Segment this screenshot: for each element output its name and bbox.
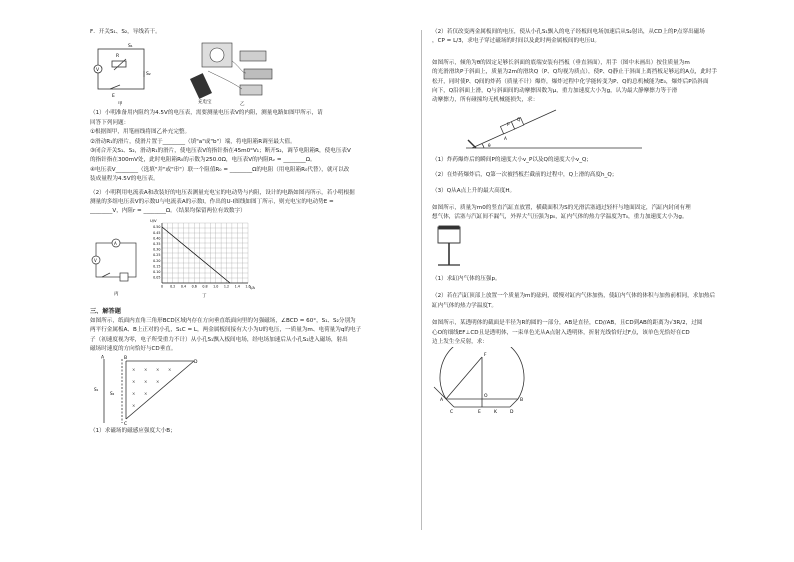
- cylinder-figure: [432, 223, 512, 275]
- fig-ding-label: 丁: [202, 293, 207, 299]
- sub-b: （2）在炸药爆炸后，Q第一次被挡板拦截前的过程中，Q上滑的高度h_Q；: [432, 172, 618, 179]
- y-tick-label: 0.40: [153, 236, 161, 241]
- subquestion-1: （1）求磁场的磁感应强度大小B；: [90, 427, 176, 434]
- y-tick-label: 0.45: [153, 230, 161, 235]
- q1-line-1: （1）小明准备用内阻约为4.5V的电压表，需要测量电压表V的内阻，测量电路如图甲所示，请: [90, 110, 323, 117]
- point-a-label: A: [504, 135, 507, 141]
- q1-line-7: ④电压表V________（选填"并"或"串"）联一个阻值R₀ = ________Ω的电阻（用电阻箱R₀代替），就可以改: [90, 166, 350, 173]
- x-tick-label: 0.8: [202, 284, 208, 289]
- point-b-label: B: [124, 355, 128, 361]
- semicircle-figure: [432, 347, 552, 417]
- svg-text:×: ×: [132, 402, 136, 408]
- column-divider: [421, 30, 422, 530]
- plate-a-label: A: [101, 355, 105, 360]
- magnetic-field-figure: [90, 355, 240, 427]
- right-column: [432, 28, 756, 417]
- sub-e-line-1: （2）若在汽缸顶部上放置一个质量为m的砝码，缓慢对缸内气体加热，使缸内气体的体积与加热前相同，求加热后: [432, 293, 716, 300]
- hole-s1-label: S₁: [94, 386, 99, 392]
- q2-line-1: （2）小明利用电流表A和改装好的电压表测量充电宝的电动势与内阻，设计的电路如图丙所示，若小明根据: [90, 189, 355, 196]
- q2-line-3: ________V，内阻r = ________Ω。（结果均保留两位有效数字）: [90, 208, 246, 215]
- voltmeter-glyph: V: [94, 257, 97, 263]
- problem-line-3: 子（初速度视为零，电子所受重力不计）从小孔S₁飘入板间电场，经电场加速后从小孔S₂进入磁场，射出: [90, 336, 348, 343]
- fig-jia-label: 甲: [118, 102, 123, 108]
- svg-text:×: ×: [156, 378, 160, 384]
- sub-a: （1）炸药爆炸后的瞬间P的速度大小v_P以及Q的速度大小v_Q；: [432, 156, 592, 163]
- sub-e-line-2: 缸内气体的热力学温度T。: [432, 302, 497, 309]
- y-tick-label: 0.05: [153, 275, 161, 280]
- slider-q-label: Q: [517, 116, 521, 122]
- p1-line-1: （2）若仅改变两金属板间的电压，使从小孔S₁飘入的电子经板间电场加速后从S₂射出，从CD上的P点穿出磁场: [432, 29, 705, 35]
- problem-line-4: 磁场时速度的方向恰好与CD垂直。: [90, 346, 177, 353]
- apparatus-illustration: [190, 43, 272, 99]
- fig-yi-label: 乙: [240, 102, 245, 108]
- voltmeter-label: V: [96, 68, 100, 74]
- q2-line-2: 测量的多组电压表V的示数U与电流表A的示数I，作出的U-I图线如图丁所示，则充电宝的电动势E =: [90, 199, 334, 206]
- ui-graph: [150, 218, 255, 299]
- point-c-label: C: [124, 421, 128, 427]
- p2-line-5: 动摩擦力，所有碰撞均无机械能损失，求：: [432, 97, 539, 104]
- p4-line-3: 边上发生全反射，求：: [432, 338, 488, 345]
- point-k-label: K: [494, 410, 497, 416]
- p4-line-2: 心O的细线EF⊥CD且是透明体，一束单色光从A点射入透明体，折射光线恰好过F点，该单色光恰好在CD: [432, 329, 690, 336]
- p1-line-2: ，CP = L/3，求电子穿过磁场的时间以及此时两金属板间的电压U。: [432, 38, 601, 45]
- intro-text: F．开关S₁、S₂，导线若干。: [90, 29, 161, 35]
- charger-label: 充电宝: [198, 100, 212, 106]
- p4-line-1: 如图所示，某透明体的截面是半径为R的圆的一部分，AB是直径，CD//AB，且CD到AB的距离为√3R/2，过圆: [432, 320, 703, 327]
- svg-text:×: ×: [132, 366, 136, 372]
- p2-line-2: 的光滑滑块P于斜面上，质量为2m的滑块Q（P、Q均视为质点），使P、Q静止于斜面上离挡板足够远的A点，此时手: [432, 69, 718, 76]
- resistor-r-label: R: [116, 54, 120, 60]
- p2-line-4: 向下，Q沿斜面上滑，Q与斜面间的动摩擦因数为μ，重力加速度大小为g，认为最大静摩擦力等于滑: [432, 88, 678, 95]
- ui-line: [162, 227, 230, 283]
- point-d-label: D: [194, 359, 198, 365]
- x-tick-label: 1.2: [223, 284, 230, 289]
- x-tick-label: 0: [160, 284, 164, 289]
- svg-text:×: ×: [144, 366, 148, 372]
- p3-line-1: 如图所示，质量为m0的竖直汽缸直放置，横截面积为S的光滑活塞通过轻杆与地面固定，汽缸内封闭有理: [432, 205, 691, 212]
- svg-text:×: ×: [168, 366, 172, 372]
- problem-line-2: 两平行金属板A、B上正对的小孔，S₁C = L，两金属板间接有大小为U的电压，一质量为m、电荷量为q的电子: [90, 327, 362, 334]
- q1-line-2: 回答下列问题：: [90, 119, 130, 126]
- y-tick-label: 0.30: [153, 247, 161, 252]
- point-a-label: A: [440, 398, 444, 404]
- x-tick-label: 0.2: [170, 284, 176, 289]
- svg-text:×: ×: [132, 390, 136, 396]
- svg-text:×: ×: [144, 378, 148, 384]
- point-b-label: B: [520, 398, 524, 404]
- svg-text:×: ×: [132, 378, 136, 384]
- point-f-label: F: [484, 353, 487, 359]
- hole-s2-label: S₂: [110, 390, 115, 396]
- q1-line-8: 装成量程为4.5V的电压表。: [90, 176, 159, 183]
- ammeter-glyph: A: [114, 240, 117, 246]
- sub-c: （3）Q从A点上升的最大高度H。: [432, 187, 516, 194]
- slider-p-label: P: [507, 121, 510, 127]
- q1-line-3: ①根据图甲，用笔画线将图乙补充完整。: [90, 129, 191, 136]
- y-tick-label: 0.25: [153, 253, 161, 258]
- x-tick-label: 1.6: [245, 284, 251, 289]
- p3-line-2: 想气体，活塞与汽缸间不漏气，外界大气压强为p₀，缸内气体的热力学温度为T₀，重力加速度大小为g。: [432, 214, 688, 221]
- point-c-label: C: [450, 410, 454, 416]
- source-e-label: E: [112, 94, 115, 100]
- p2-line-1: 如图所示，倾角为θ的固定足够长斜面的底端安装有挡板（垂直斜面），用手（图中未画出）按住质量为m: [432, 59, 690, 66]
- svg-text:×: ×: [144, 390, 148, 396]
- y-tick-label: 0.35: [153, 241, 161, 246]
- x-tick-label: 0.4: [180, 284, 187, 289]
- point-d-label: D: [510, 410, 514, 416]
- p2-line-3: 松开，同时使P、Q间的炸药（质量不计）爆炸，爆炸过程中化学能转变为P、Q的总机械能为E₀，爆炸后P沿斜面: [432, 78, 709, 85]
- switch-s1-label: S₁: [128, 44, 133, 50]
- y-tick-label: 0.20: [153, 258, 161, 263]
- y-tick-label: 0.15: [153, 264, 161, 269]
- x-axis-label: I/A: [250, 284, 255, 290]
- svg-text:×: ×: [156, 366, 160, 372]
- fig-bing-label: 丙: [114, 291, 119, 297]
- sub-d: （1）求缸内气体的压强p。: [432, 275, 501, 282]
- x-tick-label: 0.6: [191, 284, 197, 289]
- y-tick-label: 0.10: [153, 269, 161, 274]
- switch-s2-label: S₂: [146, 72, 151, 78]
- q1-line-5: ③闭合开关S₁、S₂，滑动R₁的滑片，使电压表V的指针指在45m0°V₁；断开S₂，调节电阻箱R，使电压表V: [90, 148, 351, 155]
- q1-line-4: ②滑动R₁的滑片，使滑片置于________（填"a"或"b"）端，将电阻箱R调至最大值。: [90, 138, 296, 145]
- x-tick-label: 1.4: [234, 284, 240, 289]
- incline-figure: [432, 106, 752, 156]
- y-axis-label: U/V: [150, 217, 157, 223]
- problem-line-1: 如图所示，纸面内直角三角形BCD区域内存在方向垂直纸面向里的匀强磁场，∠BCD = 60°，S₁、S₂分别为: [90, 317, 356, 324]
- left-column: [90, 28, 412, 436]
- section-heading: 三、解答题: [90, 307, 121, 315]
- q1-line-6: 的指针指在300mV处，此时电阻箱R₀的示数为250.0Ω，电压表V的内阻Rᵥ = ________Ω。: [90, 157, 316, 164]
- field-crosses: [132, 367, 171, 408]
- ui-graph-figure: [90, 217, 260, 303]
- y-tick-label: 0.50: [153, 225, 161, 230]
- point-o-label: O: [484, 394, 488, 400]
- circuit-figure-jia-yi: [90, 37, 290, 109]
- x-tick-label: 1.0: [213, 284, 219, 289]
- point-e-label: E: [478, 410, 481, 416]
- angle-theta-label: θ: [488, 142, 491, 148]
